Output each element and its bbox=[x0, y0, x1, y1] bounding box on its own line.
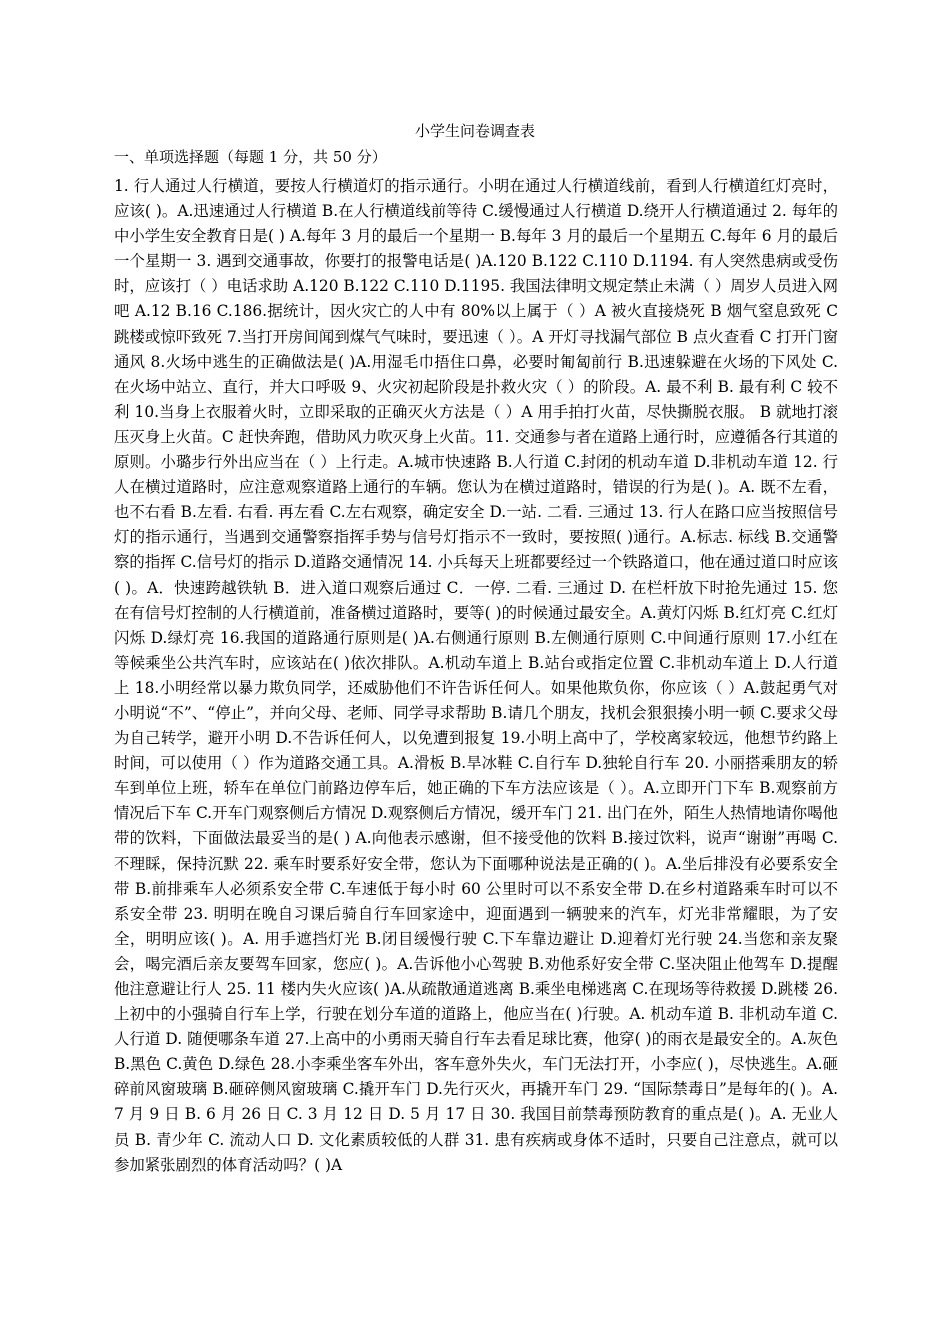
section-heading: 一、单项选择题（每题 1 分，共 50 分） bbox=[114, 148, 387, 166]
questions-paragraph: 1. 行人通过人行横道，要按人行横道灯的指示通行。小明在通过人行横道线前，看到人行横道红灯亮时，应该( )。A.迅速通过人行横道 B.在人行横道线前等待 C.缓慢通过人行横道 D.绕开人行横道通过 2. 每年的中小学生安全教育日是( ) A.每年 3 月的最后一个星期一 B.每年 3 月的最后一个星期五 C.每年 6 月的最后一个星期一 3. 遇到交通事故，你要打的报警电话是( )A.120 B.122 C.110 D.1194. 有人突然患病或受伤时，应该打（ ）电话求助 A.120 B.122 C.110 D.1195. 我国法律明文规定禁止未满（ ）周岁人员进入网吧 A.12 B.16 C.186.据统计，因火灾亡的人中有 80%以上属于（ ）A 被火直接烧死 B 烟气窒息致死 C 跳楼或惊吓致死 7.当打开房间闻到煤气气味时，要迅速（ ）。A 开灯寻找漏气部位 B 点火查看 C 打开门窗通风 8.火场中逃生的正确做法是( )A.用湿毛巾捂住口鼻，必要时匍匐前行 B.迅速躲避在火场的下风处 C.在火场中站立、直行，并大口呼吸 9、火灾初起阶段是扑救火灾（ ）的阶段。A. 最不利 B. 最有利 C 较不利 10.当身上衣服着火时，立即采取的正确灭火方法是（ ）A 用手拍打火苗，尽快撕脱衣服。 B 就地打滚压灭身上火苗。C 赶快奔跑，借助风力吹灭身上火苗。11. 交通参与者在道路上通行时，应遵循各行其道的原则。小璐步行外出应当在（ ）上行走。A.城市快速路 B.人行道 C.封闭的机动车道 D.非机动车道 12. 行人在横过道路时，应注意观察道路上通行的车辆。您认为在横过道路时，错误的行为是( )。A. 既不左看，也不右看 B.左看. 右看. 再左看 C.左右观察，确定安全 D.一站. 二看. 三通过 13. 行人在路口应当按照信号灯的指示通行，当遇到交通警察指挥手势与信号灯指示不一致时，要按照( )通行。A.标志. 标线 B.交通警察的指挥 C.信号灯的指示 D.道路交通情况 14. 小兵每天上班都要经过一个铁路道口，他在通过道口时应该( )。A．快速跨越铁轨 B．进入道口观察后通过 C．一停. 二看. 三通过 D. 在栏杆放下时抢先通过 15. 您在有信号灯控制的人行横道前，准备横过道路时，要等( )的时候通过最安全。A.黄灯闪烁 B.红灯亮 C.红灯闪烁 D.绿灯亮 16.我国的道路通行原则是( )A.右侧通行原则 B.左侧通行原则 C.中间通行原则 17.小红在等候乘坐公共汽车时，应该站在( )依次排队。A.机动车道上 B.站台或指定位置 C.非机动车道上 D.人行道上 18.小明经常以暴力欺负同学，还威胁他们不许告诉任何人。如果他欺负你，你应该（ ）A.鼓起勇气对小明说“不”、“停止”，并向父母、老师、同学寻求帮助 B.请几个朋友，找机会狠狠揍小明一顿 C.要求父母为自己转学，避开小明 D.不告诉任何人，以免遭到报复 19.小明上高中了，学校离家较远，他想节约路上时间，可以使用（ ）作为道路交通工具。A.滑板 B.旱冰鞋 C.自行车 D.独轮自行车 20. 小丽搭乘朋友的轿车到单位上班，轿车在单位门前路边停车后，她正确的下车方法应该是（ ）。A.立即开门下车 B.观察前方情况后下车 C.开车门观察侧后方情况 D.观察侧后方情况，缓开车门 21. 出门在外，陌生人热情地请你喝他带的饮料，下面做法最妥当的是( ) A.向他表示感谢，但不接受他的饮料 B.接过饮料，说声“谢谢”再喝 C.不理睬，保持沉默 22. 乘车时要系好安全带，您认为下面哪种说法是正确的( )。A.坐后排没有必要系安全带 B.前排乘车人必须系安全带 C.车速低于每小时 60 公里时可以不系安全带 D.在乡村道路乘车时可以不系安全带 23. 明明在晚自习课后骑自行车回家途中，迎面遇到一辆驶来的汽车，灯光非常耀眼，为了安全，明明应该( )。A. 用手遮挡灯光 B.闭目缓慢行驶 C.下车靠边避让 D.迎着灯光行驶 24.当您和亲友聚会，喝完酒后亲友要驾车回家，您应( )。A.告诉他小心驾驶 B.劝他系好安全带 C.坚决阻止他驾车 D.提醒他注意避让行人 25. 11 楼内失火应该( )A.从疏散通道逃离 B.乘坐电梯逃离 C.在现场等待救援 D.跳楼 26. 上初中的小强骑自行车上学，行驶在划分车道的道路上，他应当在( )行驶。A. 机动车道 B. 非机动车道 C. 人行道 D. 随便哪条车道 27.上高中的小勇雨天骑自行车去看足球比赛，他穿( )的雨衣是最安全的。A.灰色 B.黑色 C.黄色 D.绿色 28.小李乘坐客车外出，客车意外失火，车门无法打开，小李应( )，尽快逃生。A.砸碎前风窗玻璃 B.砸碎侧风窗玻璃 C.撬开车门 D.先行灭火，再撬开车门 29. “国际禁毒日”是每年的( )。A. 7 月 9 日 B. 6 月 26 日 C. 3 月 12 日 D. 5 月 17 日 30. 我国目前禁毒预防教育的重点是( )。A. 无业人员 B. 青少年 C. 流动人口 D. 文化素质较低的人群 31. 患有疾病或身体不适时，只要自己注意点，就可以参加紧张剧烈的体育活动吗？( )A bbox=[114, 177, 838, 1174]
document-title: 小学生问卷调查表 bbox=[414, 122, 535, 140]
